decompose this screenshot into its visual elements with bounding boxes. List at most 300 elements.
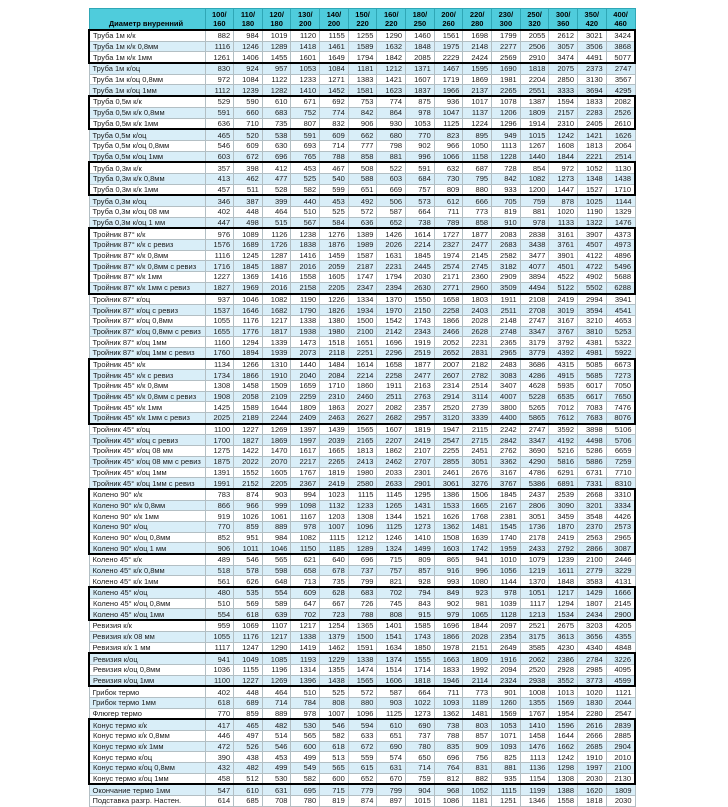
price-cell: 966 [234,500,263,511]
price-cell: 1698 [463,30,492,41]
price-cell: 3182 [492,261,521,272]
price-cell: 1992 [463,664,492,675]
price-cell: 3179 [520,337,549,348]
price-cell: 2265 [320,456,349,467]
price-cell: 1369 [234,272,263,283]
price-cell: 935 [492,773,521,784]
price-cell: 1314 [291,664,320,675]
price-cell: 498 [234,217,263,228]
price-cell: 708 [262,796,291,807]
price-cell: 2514 [606,151,635,162]
price-cell: 788 [320,151,349,162]
price-cell: 895 [463,129,492,140]
price-cell: 1051 [520,587,549,598]
price-cell: 2748 [492,326,521,337]
row-label: Труба 0,3м к/оц [89,195,205,206]
row-label: Колено 90° к/оц 1 мм [89,543,205,554]
price-cell: 2367 [291,478,320,489]
price-cell: 3333 [549,85,578,96]
table-row [89,337,635,348]
price-cell: 723 [320,609,349,620]
price-cell: 2115 [463,424,492,435]
price-cell: 903 [377,697,406,708]
price-cell: 609 [291,587,320,598]
price-cell: 594 [348,719,377,730]
price-cell: 614 [205,796,234,807]
price-cell: 1410 [291,85,320,96]
price-cell: 881 [520,207,549,218]
price-cell: 1587 [348,250,377,261]
price-cell: 3474 [549,52,578,63]
price-cell: 832 [320,118,349,129]
price-cell: 1310 [262,359,291,370]
price-cell: 1050 [463,140,492,151]
price-cell: 874 [234,489,263,500]
price-cell: 784 [291,697,320,708]
price-cell: 2405 [578,118,607,129]
price-cell: 2027 [348,402,377,413]
price-cell: 2296 [377,347,406,358]
price-cell: 2511 [377,391,406,402]
price-cell: 1348 [578,173,607,184]
price-cell: 2539 [549,489,578,500]
price-cell: 737 [406,731,435,742]
price-cell: 628 [320,587,349,598]
price-cell: 2040 [291,370,320,381]
table-row [89,456,635,467]
price-cell: 1508 [434,532,463,543]
price-cell: 968 [434,784,463,795]
price-cell: 631 [262,784,291,795]
price-cell: 1190 [578,207,607,218]
price-cell: 1212 [377,63,406,74]
price-cell: 7331 [578,478,607,489]
price-cell: 4501 [549,261,578,272]
price-cell: 4381 [578,337,607,348]
table-row [89,565,635,576]
price-cell: 3686 [520,359,549,370]
price-cell: 554 [205,609,234,620]
price-cell: 582 [320,731,349,742]
price-cell: 2616 [578,719,607,730]
price-cell: 1066 [434,151,463,162]
price-cell: 2064 [606,140,635,151]
price-cell: 2283 [578,107,607,118]
price-cell: 809 [406,554,435,565]
price-cell: 1015 [406,796,435,807]
price-cell: 4915 [549,370,578,381]
price-cell: 2165 [348,435,377,446]
price-cell: 794 [406,587,435,598]
price-cell: 648 [262,576,291,587]
price-cell: 799 [348,576,377,587]
price-cell: 976 [205,228,234,239]
price-cell: 2167 [492,500,521,511]
price-cell: 1817 [262,326,291,337]
price-cell: 1682 [262,305,291,316]
price-cell: 2039 [320,435,349,446]
price-cell: 2938 [520,675,549,686]
table-row [89,184,635,195]
price-cell: 4077 [520,261,549,272]
price-cell: 1877 [463,228,492,239]
price-cell: 1813 [578,140,607,151]
price-cell: 510 [291,686,320,697]
column-header-1: 100/ 160 [205,9,234,31]
price-cell: 2483 [492,359,521,370]
price-cell: 3019 [549,305,578,316]
price-cell: 2157 [549,107,578,118]
price-cell: 2885 [606,731,635,742]
price-cell: 1767 [291,467,320,478]
price-cell: 2985 [578,664,607,675]
price-cell: 1117 [205,642,234,653]
price-cell: 8076 [606,413,635,424]
price-cell: 1716 [205,261,234,272]
price-cell: 2016 [262,282,291,293]
price-cell: 2187 [348,261,377,272]
price-cell: 2354 [492,631,521,642]
price-cell: 730 [434,173,463,184]
price-cell: 1082 [262,294,291,305]
price-cell: 5228 [520,391,549,402]
row-label: Колено 45° к/оц 1мм [89,609,205,620]
price-cell: 2708 [520,305,549,316]
price-cell: 513 [320,752,349,763]
price-cell: 866 [205,500,234,511]
price-cell: 726 [348,598,377,609]
price-cell: 3114 [463,391,492,402]
price-cell: 1125 [434,118,463,129]
price-cell: 492 [348,195,377,206]
price-cell: 565 [262,554,291,565]
price-cell: 626 [234,576,263,587]
price-cell: 4122 [578,250,607,261]
price-cell: 799 [377,784,406,795]
price-cell: 906 [205,543,234,554]
row-label: Грибок термо [89,686,205,697]
price-cell: 559 [348,752,377,763]
row-label: Тройник 87° к/оц 0,8мм с ревиз [89,326,205,337]
price-cell: 2446 [606,554,635,565]
price-cell: 959 [205,620,234,631]
price-cell: 346 [205,195,234,206]
price-cell: 984 [262,532,291,543]
row-label: Тройник 45° к/оц 1мм с ревиз [89,478,205,489]
price-cell: 1833 [434,664,463,675]
price-cell: 2310 [549,118,578,129]
price-cell: 2675 [549,620,578,631]
price-cell: 1665 [463,500,492,511]
row-label: Конус термо к/оц 1мм [89,773,205,784]
price-cell: 1740 [492,532,521,543]
price-cell: 2461 [434,467,463,478]
price-cell: 941 [205,653,234,664]
price-cell: 412 [262,162,291,173]
price-cell: 3339 [463,413,492,424]
price-cell: 1844 [549,151,578,162]
price-cell: 1096 [348,708,377,719]
price-cell: 1322 [578,217,607,228]
price-cell: 5502 [578,282,607,293]
price-cell: 2715 [463,435,492,446]
row-label: Конус термо к/к [89,719,205,730]
price-cell: 1863 [320,402,349,413]
price-cell: 2434 [578,609,607,620]
price-cell: 1875 [205,456,234,467]
price-cell: 1155 [320,30,349,41]
price-cell: 1768 [463,511,492,522]
price-cell: 3567 [606,74,635,85]
price-cell: 1521 [406,511,435,522]
price-cell: 808 [320,697,349,708]
price-cell: 2910 [520,52,549,63]
price-cell: 865 [434,554,463,565]
price-cell: 1410 [520,719,549,730]
price-cell: 2627 [348,413,377,424]
price-cell: 2059 [320,261,349,272]
price-cell: 1462 [320,642,349,653]
price-cell: 1296 [492,118,521,129]
price-cell: 4786 [520,467,549,478]
price-cell: 683 [348,587,377,598]
price-cell: 3898 [578,424,607,435]
price-cell: 610 [377,719,406,730]
price-cell: 857 [463,731,492,742]
price-cell: 529 [205,96,234,107]
price-cell: 1190 [291,294,320,305]
price-cell: 1036 [205,664,234,675]
column-header-3: 120/ 180 [262,9,291,31]
column-header-7: 160/ 220 [377,9,406,31]
price-cell: 3021 [578,30,607,41]
price-cell: 858 [463,217,492,228]
price-cell: 1869 [262,435,291,446]
price-cell: 3347 [520,326,549,337]
price-cell: 2413 [348,456,377,467]
price-cell: 2960 [463,282,492,293]
corner-header-diameter: Диаметр внуренний [89,9,205,31]
price-cell: 1269 [262,675,291,686]
price-cell: 2526 [606,107,635,118]
table-row [89,796,635,807]
price-cell: 2433 [520,543,549,554]
price-cell: 1506 [463,489,492,500]
table-row [89,228,635,239]
price-cell: 1818 [406,675,435,686]
column-header-14: 350/ 420 [578,9,607,31]
price-cell: 696 [348,554,377,565]
price-cell: 1116 [205,250,234,261]
row-label: Тройник 87° к/оц с ревиз [89,305,205,316]
price-cell: 2928 [549,664,578,675]
price-cell: 3548 [578,511,607,522]
price-cell: 2850 [549,74,578,85]
price-cell: 1242 [549,129,578,140]
row-label: Труба 1м к/оц 0,8мм [89,74,205,85]
price-cell: 1626 [606,129,635,140]
price-cell: 1860 [348,381,377,392]
table-row [89,631,635,642]
price-cell: 1362 [434,708,463,719]
price-cell: 1827 [234,435,263,446]
row-label: Конус термо к/оц 0,8мм [89,763,205,774]
table-row [89,664,635,675]
column-header-15: 400/ 460 [606,9,635,31]
price-cell: 3773 [578,675,607,686]
price-cell: 1658 [377,359,406,370]
price-cell: 1246 [234,41,263,52]
price-cell: 2683 [492,240,521,251]
price-cell: 2082 [377,402,406,413]
table-row [89,370,635,381]
price-cell: 1017 [463,96,492,107]
price-cell: 1799 [492,30,521,41]
price-cell: 1093 [492,741,521,752]
price-cell: 1056 [492,565,521,576]
price-cell: 2904 [606,741,635,752]
price-cell: 2082 [606,96,635,107]
price-cell: 3901 [549,250,578,261]
price-cell: 3226 [606,653,635,664]
price-cell: 399 [262,195,291,206]
price-cell: 1910 [578,752,607,763]
price-cell: 7083 [578,402,607,413]
table-row [89,402,635,413]
price-cell: 1700 [205,435,234,446]
price-cell: 1287 [262,250,291,261]
table-row [89,532,635,543]
price-cell: 1383 [348,74,377,85]
price-cell: 2466 [434,326,463,337]
price-cell: 1115 [492,784,521,795]
table-row [89,294,635,305]
row-label: Ревизия к/к 08 мм [89,631,205,642]
price-cell: 1997 [578,763,607,774]
price-cell: 2707 [406,456,435,467]
price-cell: 915 [406,609,435,620]
price-cell: 4507 [578,240,607,251]
price-cell: 745 [377,598,406,609]
price-cell: 1397 [291,424,320,435]
price-cell: 2118 [320,347,349,358]
price-cell: 2100 [578,554,607,565]
price-cell: 1308 [348,511,377,522]
row-label: Колено 45° к/оц 0,8мм [89,598,205,609]
price-cell: 1324 [377,543,406,554]
price-cell: 1809 [291,402,320,413]
price-cell: 1007 [320,708,349,719]
price-cell: 1212 [348,532,377,543]
price-cell: 1605 [262,467,291,478]
price-cell: 1934 [348,305,377,316]
table-row [89,391,635,402]
price-cell: 1555 [406,653,435,664]
price-cell: 1710 [606,184,635,195]
row-label: Тройник 45° к/к [89,359,205,370]
price-cell: 2171 [434,272,463,283]
price-cell: 777 [348,140,377,151]
price-cell: 7710 [606,467,635,478]
price-cell: 4541 [606,305,635,316]
price-cell: 458 [205,773,234,784]
price-cell: 1181 [463,796,492,807]
price-cell: 3175 [520,631,549,642]
price-cell: 1710 [320,381,349,392]
price-cell: 2506 [520,41,549,52]
price-cell: 1418 [291,41,320,52]
price-cell: 1767 [520,708,549,719]
price-cell: 5077 [606,52,635,63]
price-cell: 1623 [377,85,406,96]
price-cell: 1329 [606,207,635,218]
price-cell: 1053 [291,63,320,74]
price-cell: 446 [205,731,234,742]
price-cell: 647 [291,598,320,609]
price-cell: 6659 [606,446,635,457]
price-cell: 2028 [463,631,492,642]
price-cell: 2130 [606,773,635,784]
price-cell: 1047 [434,107,463,118]
price-cell: 609 [234,140,263,151]
price-cell: 3424 [606,30,635,41]
price-cell: 1542 [377,315,406,326]
table-row [89,598,635,609]
price-cell: 1869 [463,74,492,85]
price-cell: 546 [320,719,349,730]
price-cell: 1601 [291,52,320,63]
price-cell: 1552 [234,467,263,478]
price-cell: 2163 [406,381,435,392]
price-cell: 798 [377,140,406,151]
price-cell: 1438 [320,675,349,686]
price-cell: 910 [492,217,521,228]
price-cell: 3792 [549,337,578,348]
price-cell: 3583 [578,576,607,587]
price-cell: 652 [377,217,406,228]
price-cell: 1974 [434,250,463,261]
price-cell: 936 [434,96,463,107]
row-label: Ревизия к/к [89,620,205,631]
price-cell: 1608 [549,140,578,151]
price-cell: 547 [205,784,234,795]
table-row [89,240,635,251]
row-label: Труба 0,5м к/оц 0,8мм [89,140,205,151]
price-cell: 3161 [549,228,578,239]
price-cell: 1476 [606,217,635,228]
price-cell: 2419 [320,478,349,489]
price-cell: 1125 [377,521,406,532]
price-cell: 1144 [492,576,521,587]
price-cell: 2630 [406,282,435,293]
table-row [89,478,635,489]
price-cell: 2666 [578,731,607,742]
price-cell: 1008 [520,686,549,697]
price-cell: 881 [377,151,406,162]
row-label: Труба 0,3м к/к 1мм [89,184,205,195]
table-row [89,326,635,337]
price-cell: 788 [434,731,463,742]
price-cell: 1537 [205,305,234,316]
price-cell: 1663 [434,653,463,664]
price-cell: 515 [262,217,291,228]
price-cell: 1690 [492,63,521,74]
price-cell: 1260 [492,697,521,708]
row-label: Труба 0,5м к/к [89,96,205,107]
price-cell: 1819 [406,424,435,435]
price-cell: 2360 [463,272,492,283]
price-cell: 525 [320,207,349,218]
